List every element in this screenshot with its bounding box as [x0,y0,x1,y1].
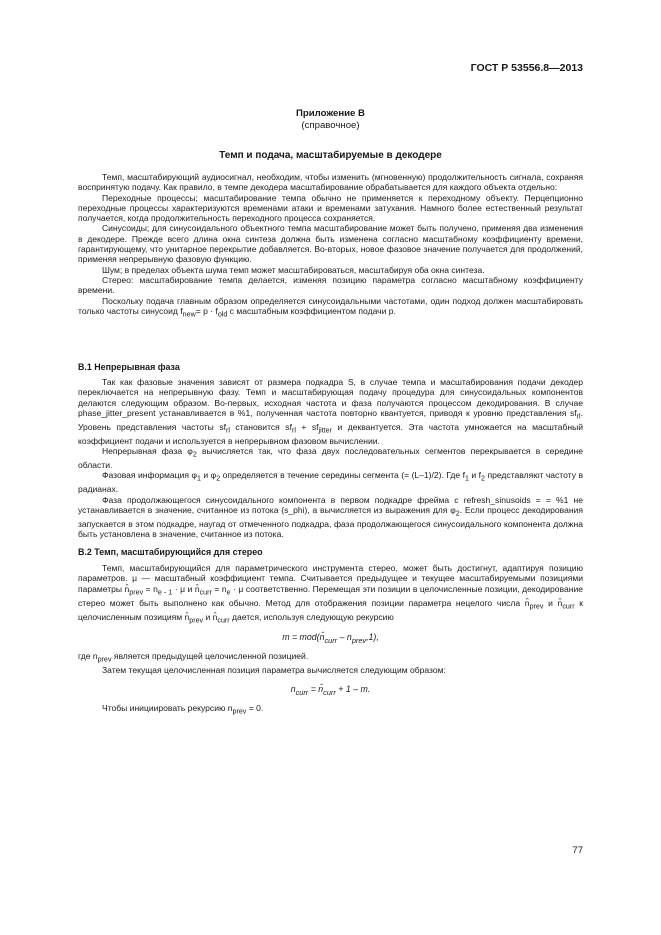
intro-paragraph: Поскольку подача главным образом определяется синусоидальными частотами, один подход должен масштабировать только частоты синусоид $f_{new}= p \cdot f_{old}$ с масштабным коэффициентом подачи p. [78,295,583,319]
appendix-title: Приложение В [296,108,365,119]
intro-paragraph: Стерео: масштабирование темпа делается, изменяя позицию параметра согласно масштабному коэффициенту времени. [78,274,583,296]
section-2-title: В.2 Темп, масштабирующийся для стерео [78,547,263,557]
appendix-note: (справочное) [301,120,360,131]
intro-paragraph: Переходные процессы; масштабирование темпа обычно не применяется к переходному объекту. Перцепционно переходные процессы характеризуются временами атаки и временами затухания. Намного более естественный результат получается, когда продолжительность переходного процесса сохраняется. [78,192,583,224]
section-2-end [78,703,583,717]
page-number: 77 [572,845,583,856]
section-1-title: В.1 Непрерывная фаза [78,362,180,372]
section-2-paragraph: Темп, масштабирующийся для параметрического инструмента стерео, может быть достигнут, адаптируя позицию параметров. μ — масштабный коэффициент темпа. Считывается предыдущее и текущее масштабируемыми позициями параметры $n̂_{prev} = n_{e - 1} \cdot \mu$ и $n̂_{curr} = n_e \cdot \mu$ соответственно. Перемещая эти позиции в целочисленные позиции, декодирование стерео может быть выполнено как обычно. Метод для отображения позиции параметра нецелого числа $n̂_{prev}$ и $n̂_{curr}$ к целочисленным позициям $n̂_{prev}$ и $n̂_{curr}$ дается, используя следующую рекурсию [78,563,583,625]
section-1-paragraph: Непрерывная фаза $\varphi_2$ вычисляется так, что фаза двух последовательных сегментов перекрывается в середине области. [78,446,583,471]
main-title: Темп и подача, масштабируемые в декодере [219,150,442,161]
intro-paragraph: Темп, масштабирующий аудиосигнал, необходим, чтобы изменить (мгновенную) продолжительность сигнала, сохраняя воспринятую подачу. Как правило, в темпе декодера масштабирование обрабатывается для каждого объекта отдельно: [78,172,583,193]
section-2-paragraph: Чтобы инициировать рекурсию $n_{prev} = 0$. [102,703,264,716]
section-1-paragraph: Фазовая информация $\varphi_1$ и $\varphi_2$ определяется в течение середины сегмента (= (L–1)/2). Где $f_1$ и $f_2$ представляют частоту в радианах. [78,470,583,495]
formula-m: $m = mod(n̂_{curr} - n_{prev},1)$, [282,632,379,645]
where-line: где $n_{prev}$ является предыдущей целочисленной позицией. [78,651,309,664]
section-2-where [78,651,583,675]
standard-header: ГОСТ Р 53556.8—2013 [470,62,583,74]
section-2-paragraph: Затем текущая целочисленная позиция параметра вычисляется следующим образом: [102,665,446,675]
section-1-paragraph: Так как фазовые значения зависят от размера подкадра S, в случае темпа и масштабирования подачи декодер переключается на непрерывную фазу. Темп и масштабирующая подачу процедура для синусоидальных компонентов делаются следующим образом. Во-первых, исходная частота и фаза получаются процессом декодирования. В случае phase_jitter_present устанавливается в %1, полученная частота повторно квантуется, приводя к уровню представления $sf_{rl}$. Уровень представления частоты $sf_{rl}$ становится $sf_{rl} + sf_{jitter}$ и деквантуется. Эта частота умножается на масштабный коэффициент подачи и используется в непрерывном фазовом вычислении. [78,377,583,446]
intro-paragraph: Синусоиды; для синусоидального объектного темпа масштабирование может быть получено, применяя два изменения в декодере. Прежде всего длина окна синтеза должна быть изменена согласно масштабному коэффициенту времени, гарантирующему, что унитарное перекрытие добавляется. Во-вторых, новое фазовое значение получается для продолжений, применяя непрерывную фазовую функцию. [78,223,583,265]
intro-paragraph: Шум; в пределах объекта шума темп может масштабироваться, масштабируя оба окна синтеза. [102,264,485,275]
section-2-body [78,563,583,626]
section-1-body [78,377,583,540]
section-1-paragraph: Фаза продолжающегося синусоидального компонента в первом подкадре фрейма с refresh_sinusoids = = %1 не устанавливается в значение, считанное из потока (s_phi), а вычисляется из выражения для $\varphi_2$. Если процесс декодирования запускается в этом подкадре, наугад от отмеченного подкадра, фаза продолжающегося синусоидального компонента должна быть установлена в значение, считанное из потока. [78,494,583,540]
intro-block [78,172,583,320]
formula-ncurr: $n_{curr}$ = $n̂_{curr} + 1 - m$. [290,684,371,697]
